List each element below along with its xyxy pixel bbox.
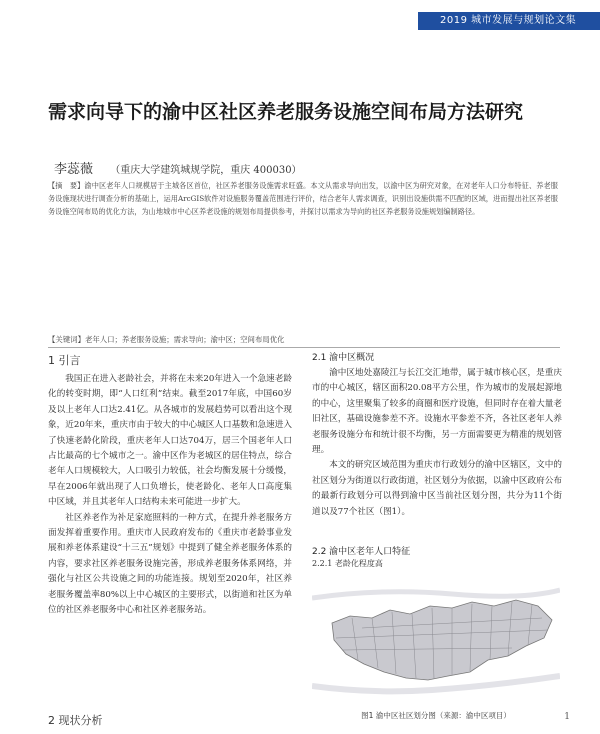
district-landmass [332,600,552,680]
intro-heading: 1 引言 [48,354,81,367]
author-affiliation: （重庆大学建筑城规学院，重庆 400030） [110,165,302,176]
intro-paragraph-1: 我国正在进入老龄社会，并将在未来20年进入一个急速老龄化的转变时期，即“人口红利”结束。截至2017年底，中国60岁及以上老年人口达2.41亿。从各城市的发展趋势可以看出这个现象，近20年来，重庆市由于较大的中心城区人口基数和急速进入了快速老龄化阶段，重庆老年人口达704万，居三个国老年人口占比最高的七个城市之一。渝中区作为老城区的居住特点，综合老年人口规模较大，人口吸引力较低，社会均衡发展十分缓慢，早在2006年就出现了人口负增长，使老龄化、老年人口高度集中区域，并且其老年人口结构未来可能进一步扩大。 [48,374,292,508]
page-number: 1 [564,712,570,722]
running-header: 2019 城市发展与规划论文集 [418,12,600,30]
section-2-1-heading: 2.1 渝中区概况 [312,353,375,363]
author-name: 李蕊薇 [54,162,94,177]
section-2-1-body [312,366,562,520]
paper-title: 需求向导下的渝中区社区养老服务设施空间布局方法研究 [48,101,524,123]
section-2-1-paragraph-1: 渝中区地处嘉陵江与长江交汇地带，属于城市核心区，是重庆市的中心城区，辖区面积20.08平方公里，作为城市的发展起源地的中心，这里聚集了较多的商圈和医疗设施，但同时存在着大量老旧社区，基础设施参差不齐。设施水平参差不齐，各社区老年人养老服务设施分布和统计很不均衡，另一方面需要更为精准的规划管理。 [312,368,562,456]
river-jialing [312,590,560,598]
intro-paragraph-2: 社区养老作为补足家庭照料的一种方式，在提升养老服务方面发挥着重要作用。重庆市人民政府发布的《重庆市老龄事业发展和养老体系建设“十三五”规划》中提到了健全养老服务体系的内容，要求社区养老服务设施完善，形成养老服务体系网络，并强化与社区公共设施之间的功能连接。规划至2020年，社区养老服务覆盖率80%以上中心城区的主要形式，以街道和社区为单位的社区养老服务中心和社区养老服务站。 [48,512,292,616]
author-line [54,158,302,177]
figure-caption: 图1 渝中区社区划分图（来源：渝中区项目） [361,711,511,720]
district-map-figure [312,568,560,706]
section-2-2-1-heading: 2.2.1 老龄化程度高 [312,559,383,568]
section-2-1-paragraph-2: 本文的研究区域范围为重庆市行政划分的渝中区辖区，文中的社区划分为街道以行政街道，社区划分为依据，以渝中区政府公布的最新行政划分可以得到渝中区当前社区划分图，共分为11个街道以及77个社区（图1）。 [312,460,562,517]
abstract: 【摘 要】渝中区老年人口规模居于主城各区首位，社区养老服务设施需求旺盛。本文从需求导向出发，以渝中区为研究对象，在对老年人口分布特征、养老服务设施现状进行调查分析的基础上，运用ArcGIS软件对设施服务覆盖范围进行评价，结合老年人需求调查，识别出设施供需不匹配的区域，进而提出社区养老服务设施空间布局的优化方法，为山地城市中心区养老设施的规划布局提供参考，并探讨以需求为导向的社区养老服务设施规划编制路径。 [48,181,558,217]
keywords: 【关键词】老年人口；养老服务设施；需求导向；渝中区；空间布局优化 [48,335,285,344]
district-map [312,568,560,706]
left-column [48,372,292,619]
section-2-2-heading: 2.2 渝中区老年人口特征 [312,547,411,557]
section-divider [48,347,560,348]
status-heading: 2 现状分析 [48,714,103,727]
